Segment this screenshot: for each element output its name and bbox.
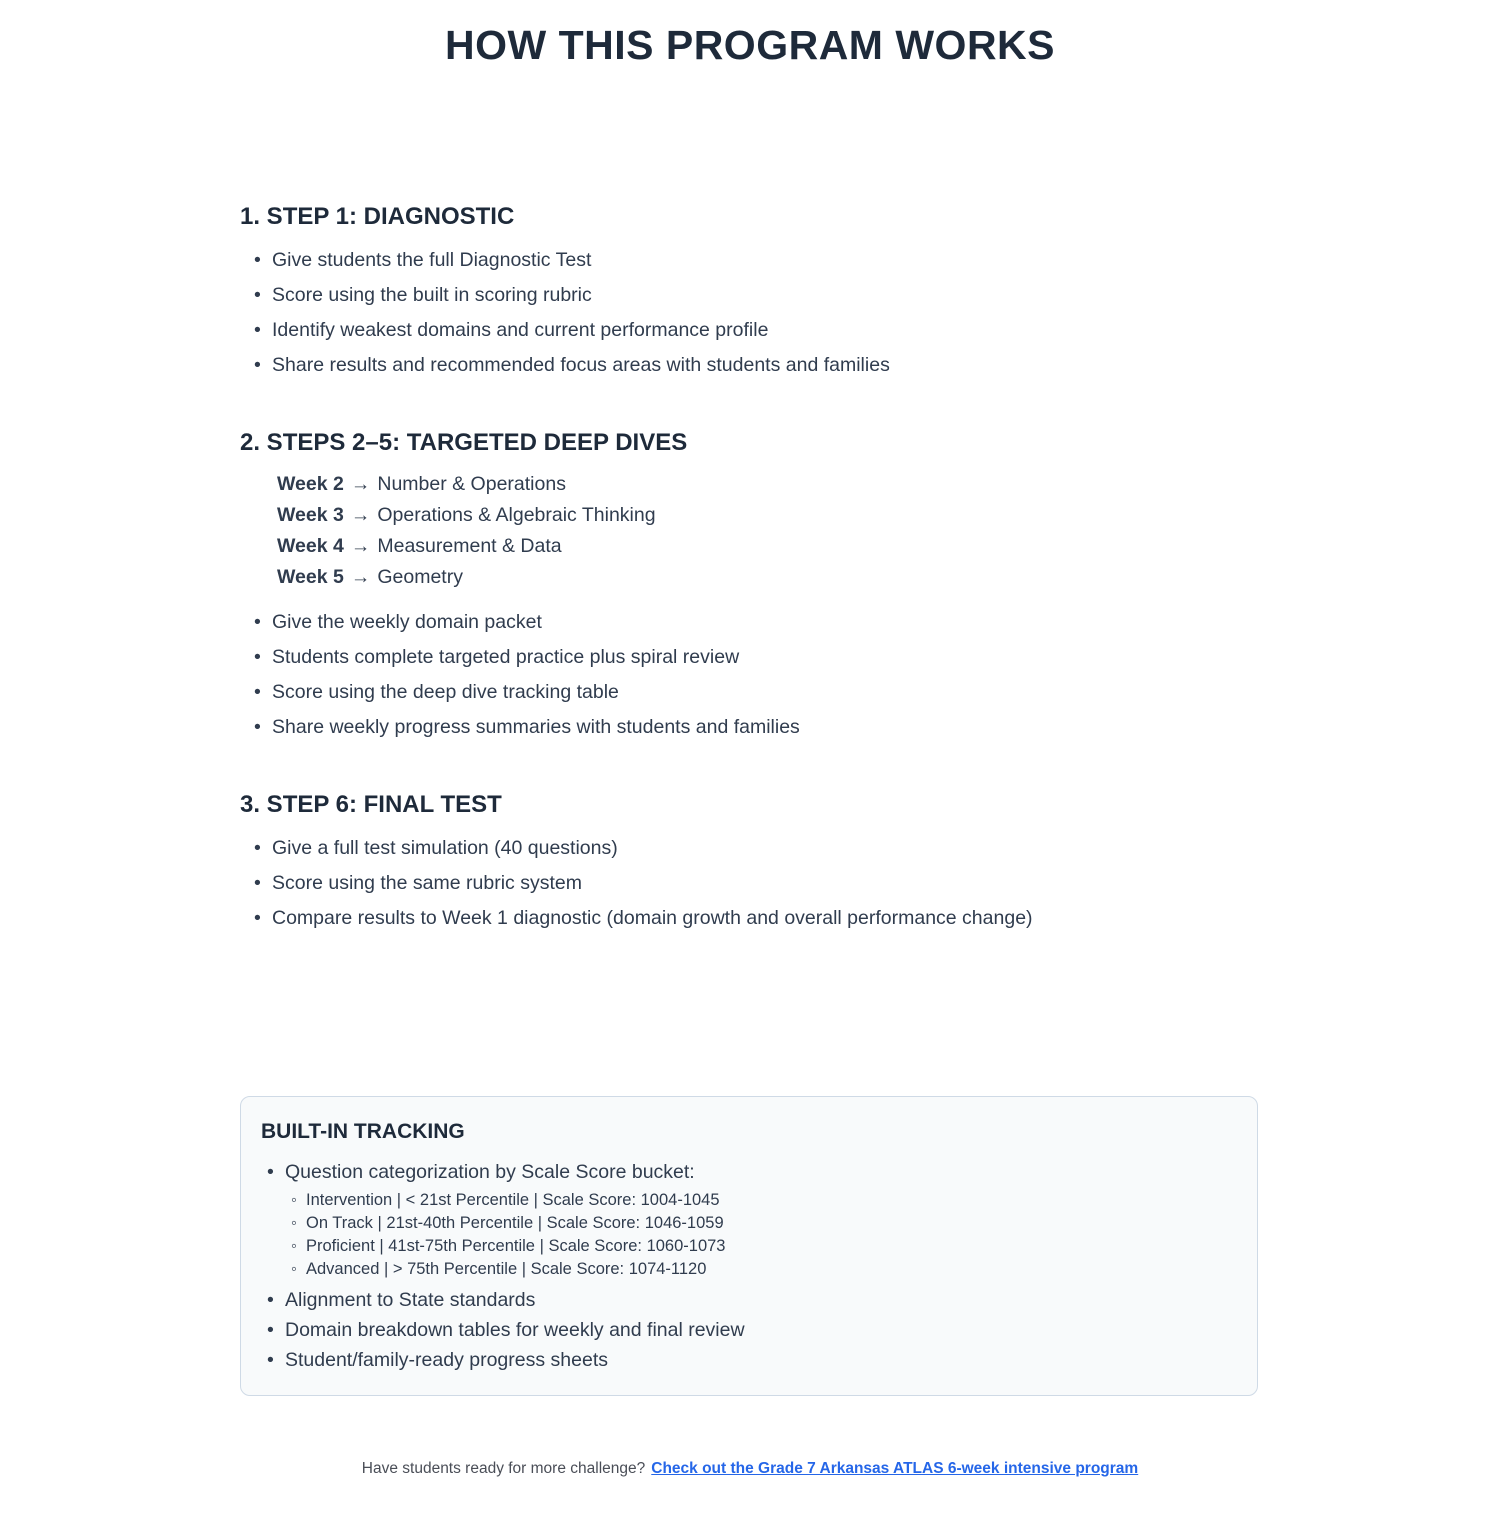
tracking-lead-list (261, 1157, 1233, 1187)
week-topic: Geometry (377, 566, 463, 588)
week-row (277, 469, 1258, 500)
bullet-marker (254, 640, 272, 675)
list-item (254, 243, 1258, 278)
bullet-marker (254, 243, 272, 278)
bullet-marker (267, 1285, 285, 1315)
list-item (254, 866, 1258, 901)
score-bucket-item (291, 1212, 1233, 1235)
sub-bullet-marker (291, 1212, 306, 1235)
week-schedule-list (240, 469, 1258, 593)
bullet-text: Share results and recommended focus areas with students and families (272, 354, 890, 376)
step1-bullet-list (240, 243, 1258, 383)
section-heading-steps2-5: 2. STEPS 2–5: TARGETED DEEP DIVES (240, 429, 688, 456)
bullet-text: Domain breakdown tables for weekly and final review (285, 1319, 745, 1341)
bullet-marker (254, 675, 272, 710)
steps2-5-bullet-list (240, 605, 1258, 745)
bullet-text: Identify weakest domains and current performance profile (272, 319, 769, 341)
week-row (277, 500, 1258, 531)
list-item (254, 313, 1258, 348)
score-bucket-item (291, 1258, 1233, 1281)
scale-score-bucket-list (261, 1189, 1233, 1281)
list-item (254, 901, 1258, 936)
bullet-text: Score using the deep dive tracking table (272, 681, 619, 703)
bullet-marker (254, 278, 272, 313)
built-in-tracking-panel (240, 1096, 1258, 1396)
right-arrow-glyph: → (350, 504, 371, 526)
section-steps-2-5-deep-dives (240, 429, 1258, 745)
list-item (267, 1315, 1233, 1345)
bullet-text: Score using the same rubric system (272, 872, 582, 894)
sub-bullet-marker (291, 1235, 306, 1258)
week-row (277, 531, 1258, 562)
bullet-text: Give a full test simulation (40 questions) (272, 837, 618, 859)
bullet-marker (267, 1157, 285, 1187)
sub-bullet-marker (291, 1189, 306, 1212)
footer (0, 1460, 1500, 1478)
section-step-6-final-test (240, 791, 1258, 936)
list-item (254, 831, 1258, 866)
week-label: Week 4 (277, 535, 344, 557)
bullet-text: Give the weekly domain packet (272, 611, 542, 633)
bullet-marker (254, 313, 272, 348)
score-bucket-text: Intervention | < 21st Percentile | Scale Score: 1004-1045 (306, 1191, 720, 1209)
sub-bullet-marker (291, 1258, 306, 1281)
footer-prompt-text: Have students ready for more challenge? (361, 1460, 646, 1477)
bullet-text: Share weekly progress summaries with students and families (272, 716, 800, 738)
week-topic: Operations & Algebraic Thinking (377, 504, 656, 526)
score-bucket-text: On Track | 21st-40th Percentile | Scale Score: 1046-1059 (306, 1214, 724, 1232)
week-topic: Number & Operations (377, 473, 566, 495)
week-row (277, 562, 1258, 593)
section-step-1-diagnostic (240, 203, 1258, 383)
document-page (0, 22, 1500, 1478)
list-item (267, 1157, 1233, 1187)
bullet-text: Alignment to State standards (285, 1289, 536, 1311)
week-topic: Measurement & Data (377, 535, 562, 557)
tracking-panel-heading: BUILT-IN TRACKING (261, 1120, 465, 1143)
bullet-text: Compare results to Week 1 diagnostic (domain growth and overall performance change) (272, 907, 1033, 929)
score-bucket-text: Advanced | > 75th Percentile | Scale Score: 1074-1120 (306, 1260, 707, 1278)
tracking-feature-list (261, 1285, 1233, 1375)
right-arrow-glyph: → (350, 535, 371, 557)
bullet-text: Students complete targeted practice plus spiral review (272, 646, 740, 668)
bullet-text: Score using the built in scoring rubric (272, 284, 592, 306)
list-item (267, 1345, 1233, 1375)
page-title: HOW THIS PROGRAM WORKS (444, 22, 1056, 68)
week-label: Week 3 (277, 504, 344, 526)
section-heading-step1: 1. STEP 1: DIAGNOSTIC (240, 203, 515, 230)
bullet-marker (254, 901, 272, 936)
step6-bullet-list (240, 831, 1258, 936)
bullet-marker (267, 1345, 285, 1375)
main-content (0, 203, 1500, 936)
list-item (254, 640, 1258, 675)
bullet-marker (254, 348, 272, 383)
score-bucket-text: Proficient | 41st-75th Percentile | Scale Score: 1060-1073 (306, 1237, 726, 1255)
section-heading-step6: 3. STEP 6: FINAL TEST (240, 791, 502, 818)
bullet-marker (254, 710, 272, 745)
list-item (254, 605, 1258, 640)
list-item (254, 710, 1258, 745)
week-label: Week 5 (277, 566, 344, 588)
right-arrow-glyph: → (350, 473, 371, 495)
right-arrow-glyph: → (350, 566, 371, 588)
score-bucket-item (291, 1235, 1233, 1258)
list-item (254, 278, 1258, 313)
week-label: Week 2 (277, 473, 344, 495)
grade7-program-link[interactable]: Check out the Grade 7 Arkansas ATLAS 6-week intensive program (651, 1460, 1139, 1477)
bullet-marker (267, 1315, 285, 1345)
bullet-marker (254, 605, 272, 640)
bullet-text: Student/family-ready progress sheets (285, 1349, 608, 1371)
list-item (254, 675, 1258, 710)
bullet-text: Question categorization by Scale Score bucket: (285, 1161, 695, 1183)
bullet-marker (254, 866, 272, 901)
list-item (254, 348, 1258, 383)
bullet-text: Give students the full Diagnostic Test (272, 249, 592, 271)
bullet-marker (254, 831, 272, 866)
list-item (267, 1285, 1233, 1315)
score-bucket-item (291, 1189, 1233, 1212)
